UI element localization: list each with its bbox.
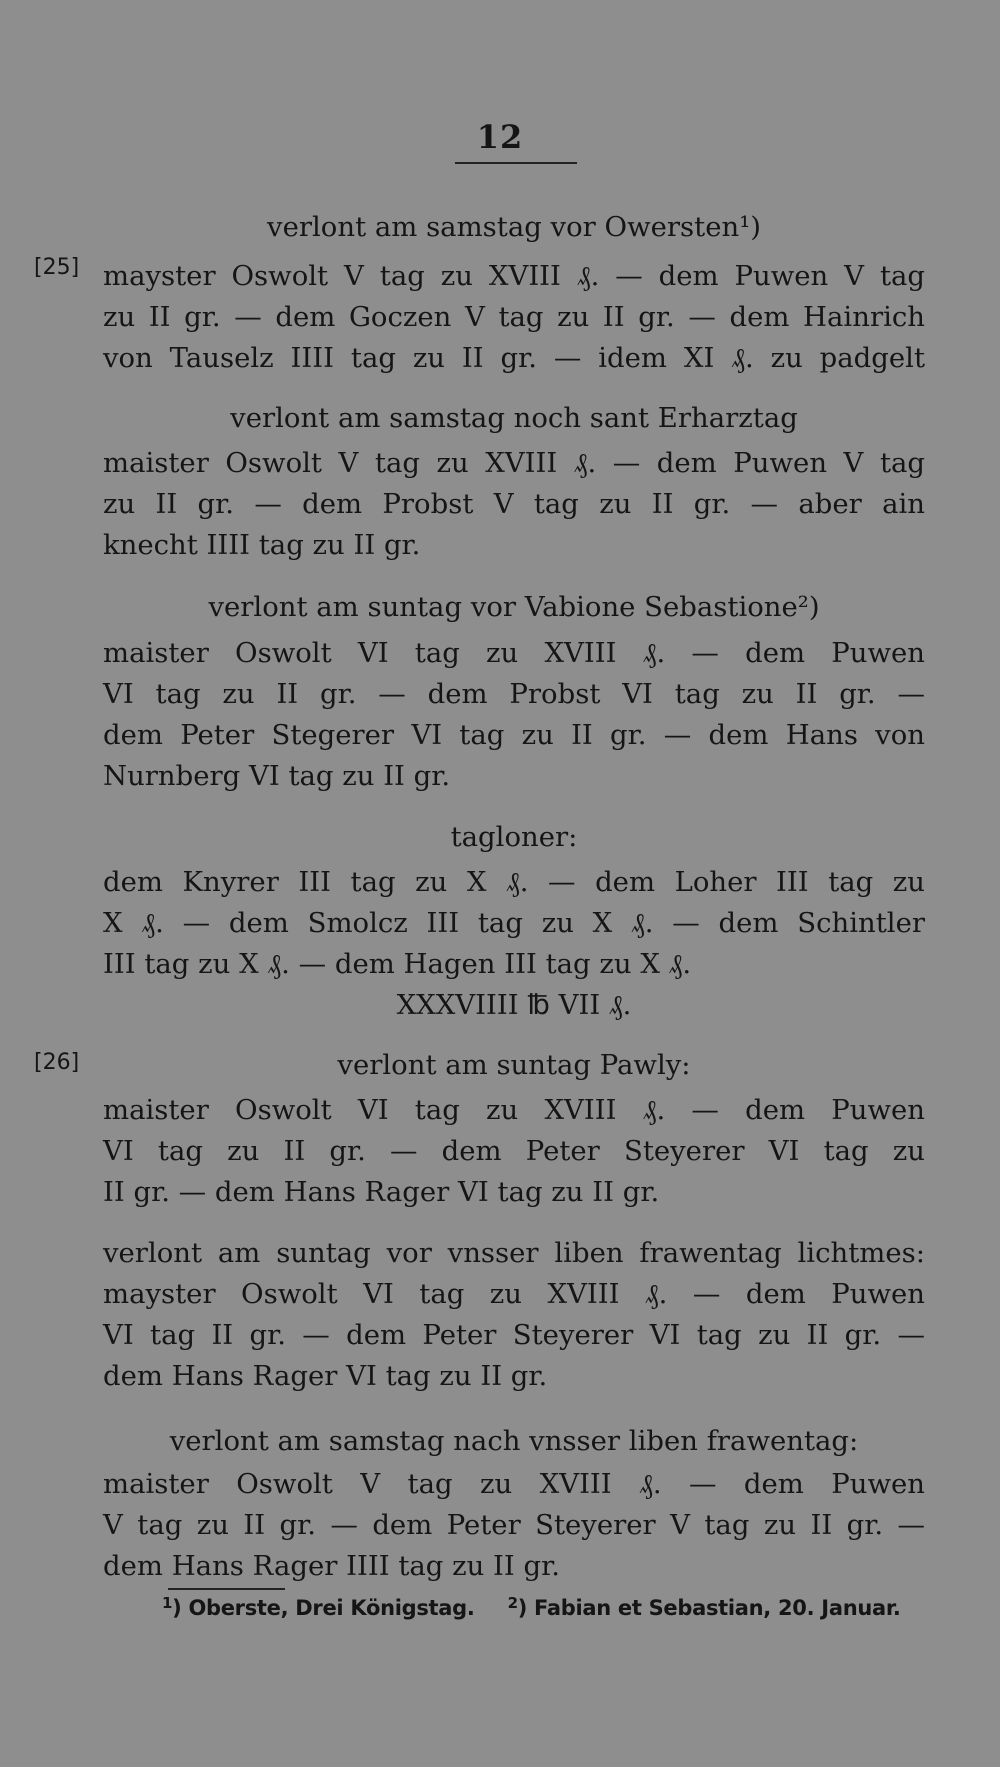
text-line: VI tag zu II gr. — dem Probst VI tag zu II gr. — bbox=[103, 678, 925, 710]
text-line: III tag zu X ₰. — dem Hagen III tag zu X ₰. bbox=[103, 948, 692, 980]
footnote-1: $^1$) Oberste, Drei Königstag. bbox=[162, 1594, 475, 1620]
text-line: VI tag II gr. — dem Peter Steyerer VI tag zu II gr. — bbox=[103, 1319, 925, 1351]
footnote-rule bbox=[168, 1588, 285, 1590]
margin-ref: [25] bbox=[34, 255, 80, 280]
text-line: zu II gr. — dem Probst V tag zu II gr. — aber ain bbox=[103, 488, 925, 520]
text-line: dem Hans Rager VI tag zu II gr. bbox=[103, 1360, 548, 1392]
margin-ref: [26] bbox=[34, 1050, 80, 1075]
footnotes bbox=[162, 1596, 924, 1620]
text-block bbox=[103, 1421, 925, 1462]
text-block bbox=[103, 817, 925, 858]
text-block bbox=[103, 1045, 925, 1086]
text-block bbox=[103, 443, 925, 566]
text-line: maister Oswolt V tag zu XVIII ₰. — dem Puwen V tag bbox=[103, 447, 925, 479]
section-heading: XXXVIIII ℔ VII ₰. bbox=[396, 989, 632, 1021]
text-line: maister Oswolt VI tag zu XVIII ₰. — dem Puwen bbox=[103, 637, 925, 669]
text-line: maister Oswolt VI tag zu XVIII ₰. — dem Puwen bbox=[103, 1094, 925, 1126]
section-heading: verlont am samstag nach vnsser liben frawentag: bbox=[169, 1425, 859, 1457]
text-block bbox=[103, 633, 925, 797]
section-heading: verlont am samstag vor Owersten¹) bbox=[267, 211, 761, 243]
text-block bbox=[103, 207, 925, 248]
text-line: dem Hans Rager IIII tag zu II gr. bbox=[103, 1550, 560, 1582]
section-heading: tagloner: bbox=[450, 821, 578, 853]
text-block bbox=[103, 862, 925, 1026]
text-line: VI tag zu II gr. — dem Peter Steyerer VI tag zu bbox=[103, 1135, 925, 1167]
text-block bbox=[103, 398, 925, 439]
text-block bbox=[103, 1233, 925, 1397]
section-heading: verlont am suntag vor Vabione Sebastione²) bbox=[208, 591, 820, 623]
page-number-rule bbox=[455, 162, 577, 164]
text-block bbox=[103, 587, 925, 628]
section-heading: verlont am samstag noch sant Erharztag bbox=[230, 402, 798, 434]
text-line: II gr. — dem Hans Rager VI tag zu II gr. bbox=[103, 1176, 660, 1208]
text-line: X ₰. — dem Smolcz III tag zu X ₰. — dem Schintler bbox=[103, 907, 925, 939]
text-line: dem Peter Stegerer VI tag zu II gr. — dem Hans von bbox=[103, 719, 925, 751]
text-line: von Tauselz IIII tag zu II gr. — idem XI ₰. zu padgelt bbox=[103, 342, 925, 374]
footnote-2: $^2$) Fabian et Sebastian, 20. Januar. bbox=[507, 1594, 901, 1620]
text-block bbox=[103, 256, 925, 379]
section-heading: verlont am suntag Pawly: bbox=[337, 1049, 691, 1081]
text-line: mayster Oswolt VI tag zu XVIII ₰. — dem Puwen bbox=[103, 1278, 925, 1310]
text-line: mayster Oswolt V tag zu XVIII ₰. — dem Puwen V tag bbox=[103, 260, 925, 292]
text-block bbox=[103, 1090, 925, 1213]
text-block bbox=[103, 1464, 925, 1587]
text-line: Nurnberg VI tag zu II gr. bbox=[103, 760, 451, 792]
text-line: V tag zu II gr. — dem Peter Steyerer V tag zu II gr. — bbox=[103, 1509, 925, 1541]
text-line: verlont am suntag vor vnsser liben frawentag lichtmes: bbox=[103, 1237, 925, 1269]
page-number: 12 bbox=[476, 118, 524, 156]
text-line: zu II gr. — dem Goczen V tag zu II gr. — dem Hainrich bbox=[103, 301, 925, 333]
text-line: knecht IIII tag zu II gr. bbox=[103, 529, 421, 561]
text-line: maister Oswolt V tag zu XVIII ₰. — dem Puwen bbox=[103, 1468, 925, 1500]
text-line: dem Knyrer III tag zu X ₰. — dem Loher III tag zu bbox=[103, 866, 925, 898]
